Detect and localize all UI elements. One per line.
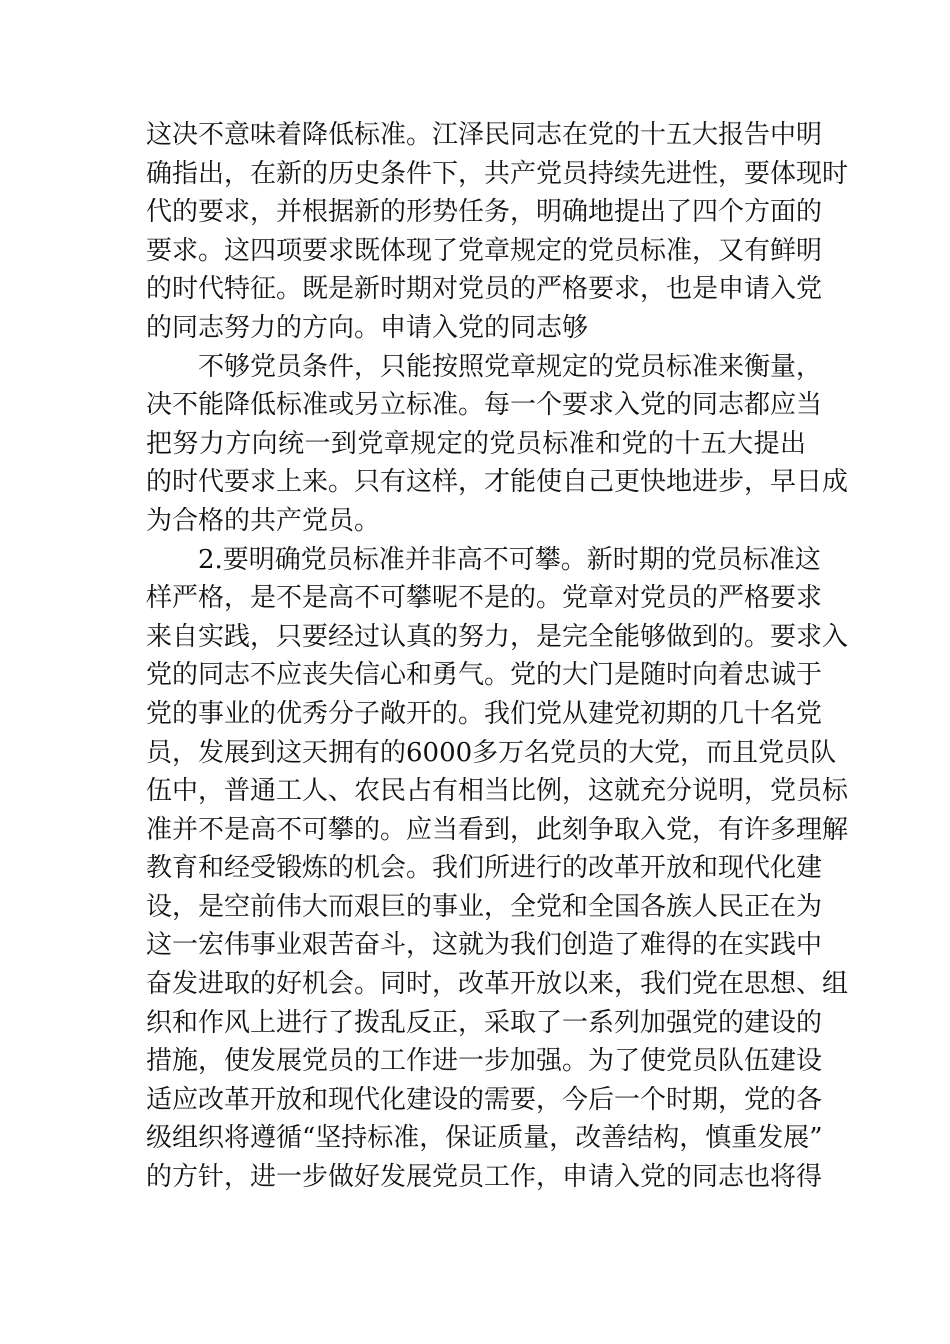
text-line: 这决不意味着降低标准。江泽民同志在党的十五大报告中明 [146, 120, 823, 150]
text-line: 确指出，在新的历史条件下，共产党员持续先进性，要体现时 [146, 158, 849, 189]
text-line: 级组织将遵循“坚持标准，保证质量，改善结构，慎重发展” [146, 1123, 823, 1154]
text-line: 设，是空前伟大而艰巨的事业，全党和全国各族人民正在为 [146, 891, 823, 922]
text-line: 2.要明确党员标准并非高不可攀。新时期的党员标准这 [198, 544, 821, 575]
text-line: 奋发进取的好机会。同时，改革开放以来，我们党在思想、组 [146, 969, 849, 1000]
text-line: 要求。这四项要求既体现了党章规定的党员标准，又有鲜明 [146, 235, 823, 266]
text-line: 教育和经受锻炼的机会。我们所进行的改革开放和现代化建 [146, 853, 823, 884]
text-line: 党的事业的优秀分子敞开的。我们党从建党初期的几十名党 [146, 698, 823, 729]
text-line: 代的要求，并根据新的形势任务，明确地提出了四个方面的 [146, 197, 823, 228]
text-line: 的同志努力的方向。申请入党的同志够 [146, 312, 589, 343]
text-line: 的时代特征。既是新时期对党员的严格要求，也是申请入党 [146, 274, 823, 305]
text-line: 党的同志不应丧失信心和勇气。党的大门是随时向着忠诚于 [146, 660, 823, 691]
text-line: 伍中，普通工人、农民占有相当比例，这就充分说明，党员标 [146, 776, 849, 807]
text-line: 为合格的共产党员。 [146, 505, 381, 536]
text-line: 准并不是高不可攀的。应当看到，此刻争取入党，有许多理解 [146, 814, 849, 845]
text-line: 来自实践，只要经过认真的努力，是完全能够做到的。要求入 [146, 621, 849, 652]
text-line: 的方针，进一步做好发展党员工作，申请入党的同志也将得 [146, 1162, 823, 1193]
text-line: 的时代要求上来。只有这样，才能使自己更快地进步，早日成 [146, 467, 849, 498]
text-line: 不够党员条件，只能按照党章规定的党员标准来衡量， [198, 351, 823, 382]
text-line: 适应改革开放和现代化建设的需要，今后一个时期，党的各 [146, 1084, 823, 1115]
document-body-text [146, 116, 849, 1197]
text-line: 决不能降低标准或另立标准。每一个要求入党的同志都应当 [146, 390, 823, 421]
text-line: 样严格，是不是高不可攀呢不是的。党章对党员的严格要求 [146, 583, 823, 614]
text-line: 措施，使发展党员的工作进一步加强。为了使党员队伍建设 [146, 1046, 823, 1077]
text-line: 织和作风上进行了拨乱反正，采取了一系列加强党的建设的 [146, 1007, 823, 1038]
text-line: 把努力方向统一到党章规定的党员标准和党的十五大提出 [146, 428, 806, 459]
text-line: 这一宏伟事业艰苦奋斗，这就为我们创造了难得的在实践中 [146, 930, 823, 961]
text-line: 员，发展到这天拥有的6000多万名党员的大党，而且党员队 [146, 737, 837, 768]
